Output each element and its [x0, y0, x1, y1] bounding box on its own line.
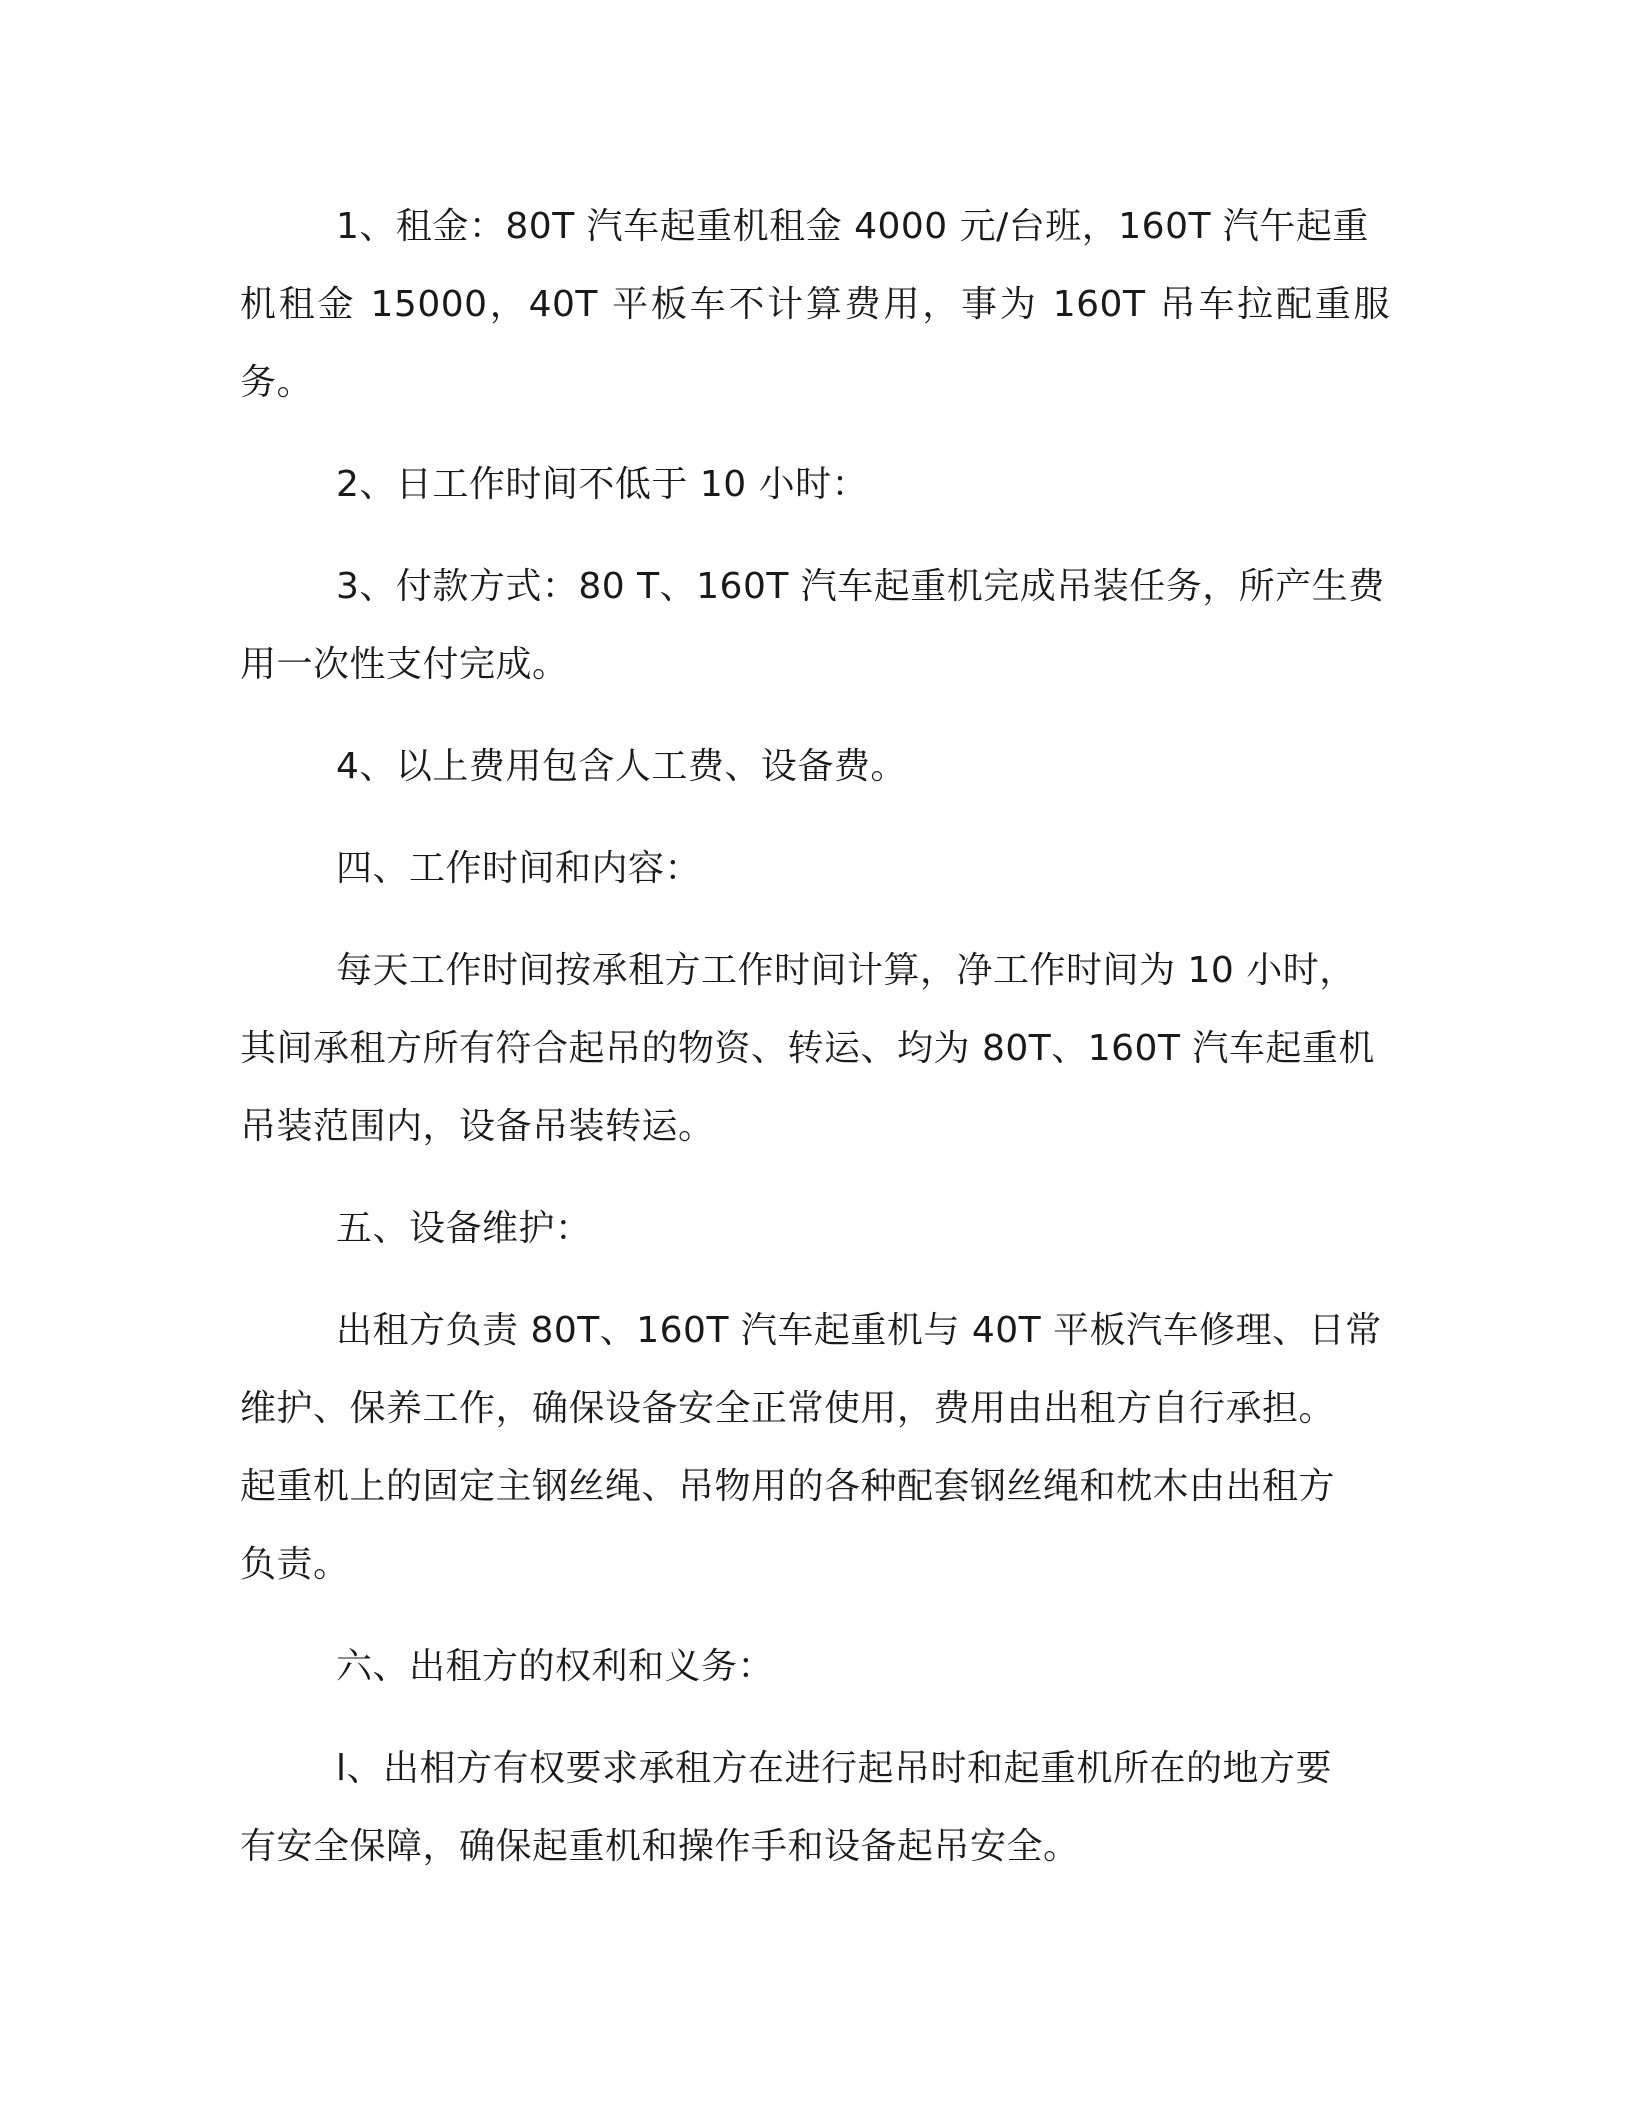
- text-line: 1、租金：80T 汽车起重机租金 4000 元/台班，160T 汽午起重: [336, 206, 1369, 247]
- paragraph-work-hours: [240, 446, 1390, 524]
- text-line: 负责。: [240, 1544, 350, 1585]
- section-heading-work-time: [240, 830, 1390, 908]
- document-page: [240, 188, 1390, 1910]
- text-line: 每天工作时间按承租方工作时间计算，净工作时间为 10 小时，: [336, 950, 1356, 991]
- paragraph-rent: [240, 188, 1390, 422]
- text-line: 出租方负责 80T、160T 汽车起重机与 40T 平板汽车修理、日常: [336, 1310, 1382, 1351]
- text-line: 吊装范围内，设备吊装转运。: [240, 1106, 715, 1147]
- text-line: 维护、保养工作，确保设备安全正常使用，费用由出租方自行承担。: [240, 1388, 1336, 1429]
- text-line: 起重机上的固定主钢丝绳、吊物用的各种配套钢丝绳和枕木由出租方: [240, 1466, 1336, 1507]
- text-line: l、出相方有权要求承租方在进行起吊时和起重机所在的地方要: [336, 1748, 1333, 1789]
- text-line: 机租金 15000，40T 平板车不计算费用，事为 160T 吊车拉配重服务。: [240, 284, 1390, 403]
- section-heading: 四、工作时间和内容：: [336, 848, 702, 889]
- text-line: 3、付款方式：80 T、160T 汽车起重机完成吊装任务，所产生费: [336, 566, 1385, 607]
- paragraph-maintenance: [240, 1292, 1390, 1604]
- section-heading: 六、出租方的权利和义务：: [336, 1646, 775, 1687]
- section-heading: 五、设备维护：: [336, 1208, 592, 1249]
- text-line: 其间承租方所有符合起吊的物资、转运、均为 80T、160T 汽车起重机: [240, 1028, 1375, 1069]
- text-line: 用一次性支付完成。: [240, 644, 569, 685]
- section-heading-lessor-rights: [240, 1628, 1390, 1706]
- text-line: 2、日工作时间不低于 10 小时：: [336, 464, 869, 505]
- text-line: 有安全保障，确保起重机和操作手和设备起吊安全。: [240, 1826, 1080, 1867]
- paragraph-payment: [240, 548, 1390, 704]
- paragraph-work-content: [240, 932, 1390, 1166]
- paragraph-fees-included: [240, 728, 1390, 806]
- section-heading-maintenance: [240, 1190, 1390, 1268]
- paragraph-lessor-rights: [240, 1730, 1390, 1886]
- text-line: 4、以上费用包含人工费、设备费。: [336, 746, 907, 787]
